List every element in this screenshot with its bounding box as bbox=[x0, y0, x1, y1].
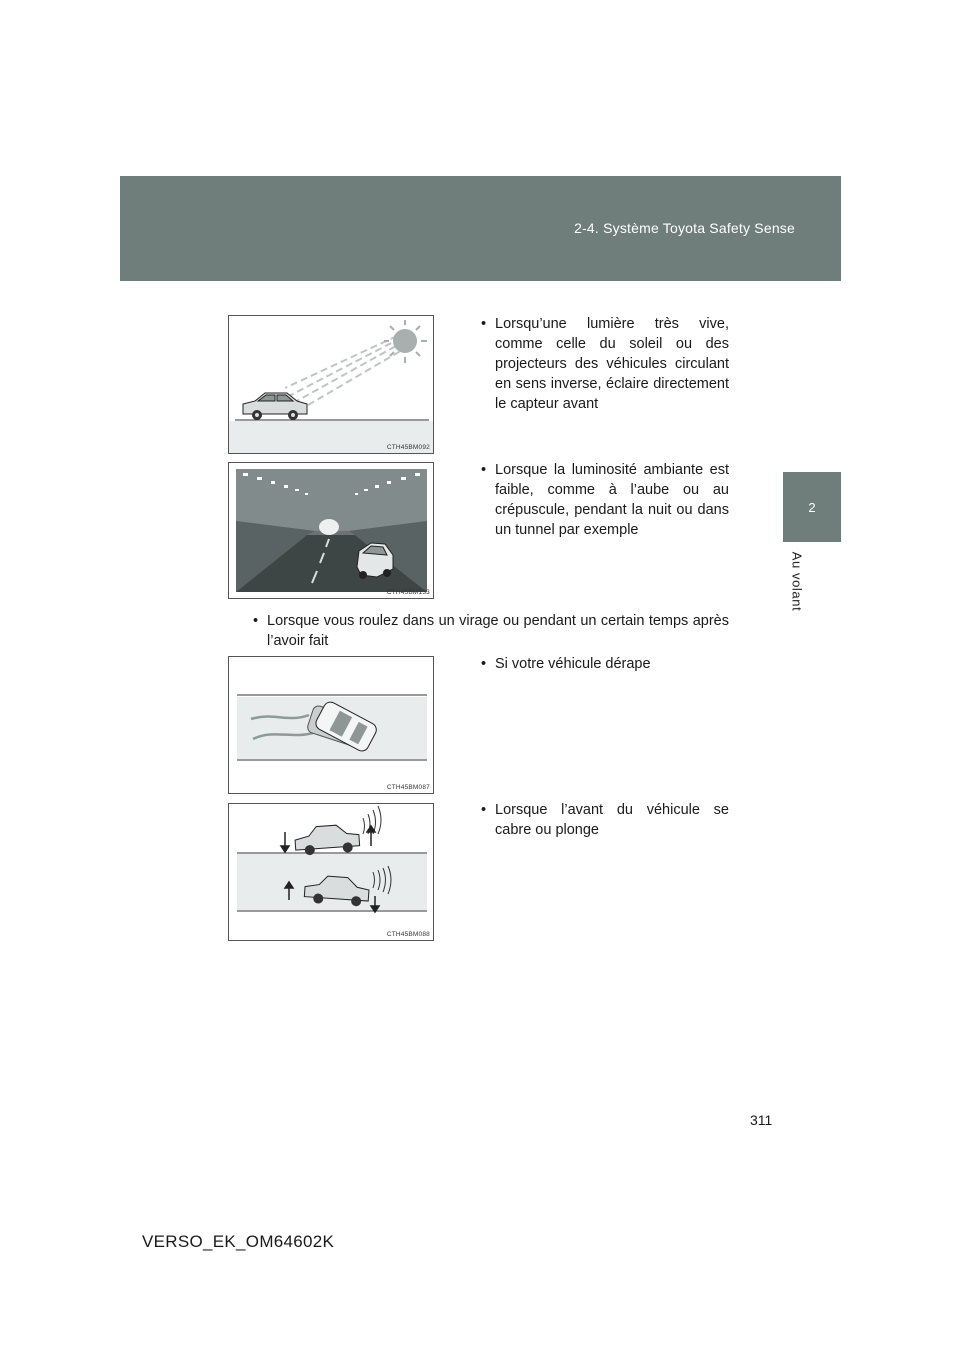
figure-skidding bbox=[228, 656, 434, 794]
page-number: 311 bbox=[750, 1112, 773, 1128]
document-code: VERSO_EK_OM64602K bbox=[142, 1232, 335, 1251]
bullet-marker: • bbox=[481, 656, 487, 672]
figure-caption: CTH45BM088 bbox=[386, 931, 430, 938]
bullet-bright-light bbox=[481, 314, 729, 414]
section-title: 2-4. Système Toyota Safety Sense bbox=[574, 220, 795, 236]
bullet-skid bbox=[481, 654, 729, 674]
bullet-text: Lorsque l’avant du véhicule se cabre ou plonge bbox=[495, 802, 729, 838]
figure-caption: CTH45BM092 bbox=[386, 444, 430, 451]
bullet-curve bbox=[253, 611, 729, 651]
section-header-bar bbox=[120, 176, 841, 281]
figure-pitching bbox=[228, 803, 434, 941]
skidding-car-illustration bbox=[229, 657, 433, 793]
figure-caption: CTH45BM087 bbox=[386, 784, 430, 791]
bullet-marker: • bbox=[253, 613, 259, 629]
chapter-tab bbox=[783, 472, 841, 542]
figure-caption: CTH45BM133 bbox=[386, 589, 430, 596]
bullet-text: Lorsqu’une lumière très vive, comme celle du soleil ou des projecteurs des véhicules circulant en sens inverse, éclaire directement le capteur avant bbox=[495, 316, 729, 412]
bullet-marker: • bbox=[481, 802, 487, 818]
figure-bright-light bbox=[228, 315, 434, 454]
bullet-pitch bbox=[481, 800, 729, 840]
figure-low-light bbox=[228, 462, 434, 599]
tunnel-car-illustration bbox=[229, 463, 433, 598]
bullet-text: Lorsque vous roulez dans un virage ou pendant un certain temps après l’avoir fait bbox=[267, 613, 729, 649]
bullet-marker: • bbox=[481, 462, 487, 478]
bright-sun-car-illustration bbox=[229, 316, 433, 453]
chapter-number: 2 bbox=[808, 500, 816, 515]
pitching-car-illustration bbox=[229, 804, 433, 940]
bullet-marker: • bbox=[481, 316, 487, 332]
bullet-low-light bbox=[481, 460, 729, 540]
bullet-text: Si votre véhicule dérape bbox=[495, 656, 651, 672]
chapter-label-container bbox=[786, 548, 808, 618]
chapter-label: Au volant bbox=[789, 551, 805, 612]
bullet-text: Lorsque la luminosité ambiante est faible, comme à l’aube ou au crépuscule, pendant la nuit ou dans un tunnel par exemple bbox=[495, 462, 729, 538]
